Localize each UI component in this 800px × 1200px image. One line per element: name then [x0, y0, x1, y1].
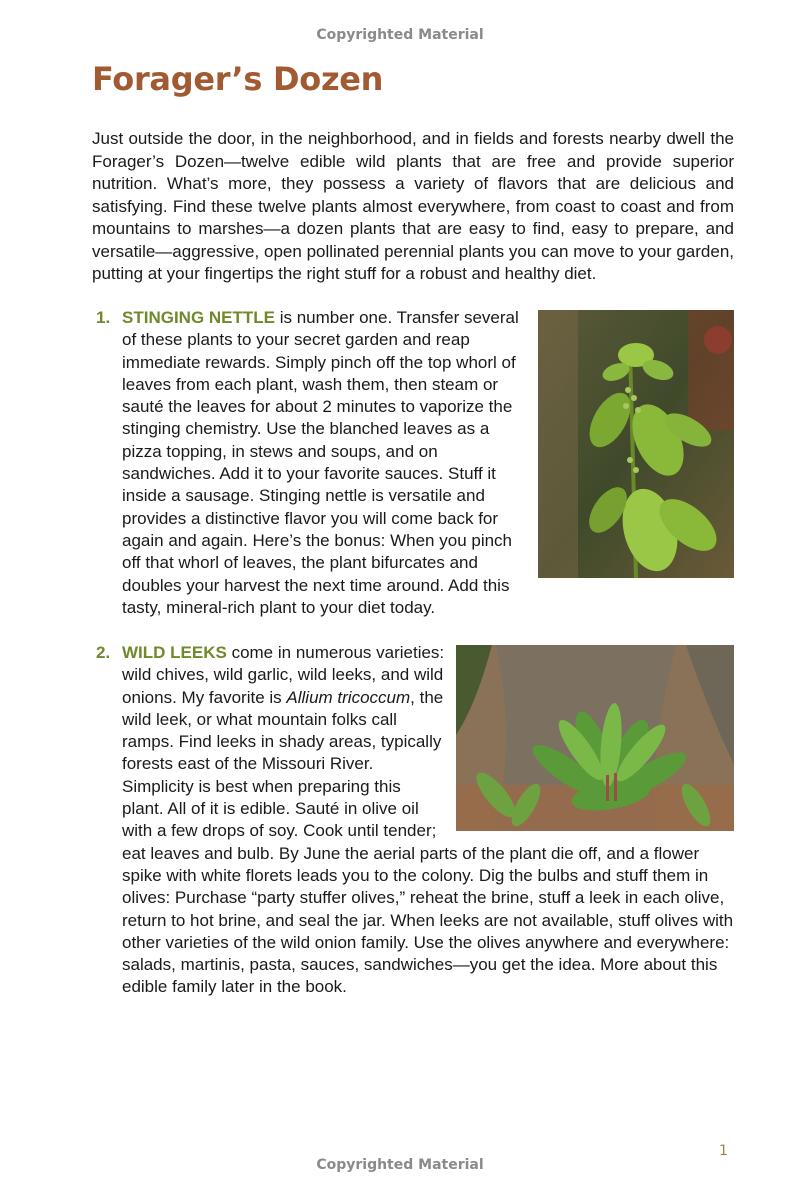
- wild-leeks-photo: [456, 645, 734, 831]
- intro-paragraph: Just outside the door, in the neighborhood, and in fields and forests nearby dwell the Forager’s Dozen—twelve edible wild plants that are free and provide superior nutrition. What’s more, they possess a variety of flavors that are delicious and satisfying. Find these twelve plants almost everywhere, from coast to coast and from mountains to marshes—a dozen plants that are easy to find, easy to prepare, and versatile—aggressive, open pollinated perennial plants you can move to your garden, putting at your fingertips the right stuff for a robust and healthy diet.: [92, 129, 734, 283]
- item-number: 2.: [96, 643, 111, 662]
- copyright-footer: Copyrighted Material: [316, 1157, 484, 1173]
- list-item-stinging-nettle: [92, 307, 734, 619]
- item-heading: STINGING NETTLE: [122, 308, 275, 327]
- list-item-wild-leeks: [92, 642, 734, 999]
- item-number: 1.: [96, 308, 111, 327]
- item-italic: Allium tricoccum: [286, 687, 411, 707]
- stinging-nettle-photo: [538, 310, 734, 578]
- item-body-b: , the wild leek, or what mountain folks call ramps. Find leeks in shady areas, typically forests east of the Missouri River. Simplicity is best when preparing this plant. All of it is edible. Sauté in olive oil with a few drops of soy. Cook until tender; eat leaves and bulb. By June the aerial parts of the plant die off, and a flower spike with white florets leads you to the colony. Dig the bulbs and stuff them in olives: Purchase “party stuffer olives,” reheat the brine, stuff a leek in each olive, return to hot brine, and seal the jar. When leeks are not available, stuff olives with other varieties of the wild onion family. Use the olives anywhere and everywhere: salads, martinis, pasta, sauces, sandwiches—you get the idea. More about this edible family later in the book.: [122, 687, 734, 997]
- item-body-a: come in numerous varieties: wild chives, wild garlic, wild leeks, and wild onions. My favorite is: [122, 643, 445, 707]
- item-body: is number one. Transfer several of these plants to your secret garden and reap immediate rewards. Simply pinch off the top whorl of leaves from each plant, wash them, then steam or sauté the leaves for about 2 minutes to vaporize the stinging chemistry. Use the blanched leaves as a pizza topping, in stews and soups, and on sandwiches. Add it to your favorite sauces. Stuff it inside a sausage. Stinging nettle is versatile and provides a distinctive flavor you will come back for again and again. Here’s the bonus: When you pinch off that whorl of leaves, the plant bifurcates and doubles your harvest the next time around. Add this tasty, mineral-rich plant to your diet today.: [122, 308, 519, 617]
- item-heading: WILD LEEKS: [122, 643, 227, 662]
- page-number: 1: [719, 1143, 728, 1159]
- copyright-header: Copyrighted Material: [316, 27, 484, 43]
- page-title: Forager’s Dozen: [92, 60, 384, 98]
